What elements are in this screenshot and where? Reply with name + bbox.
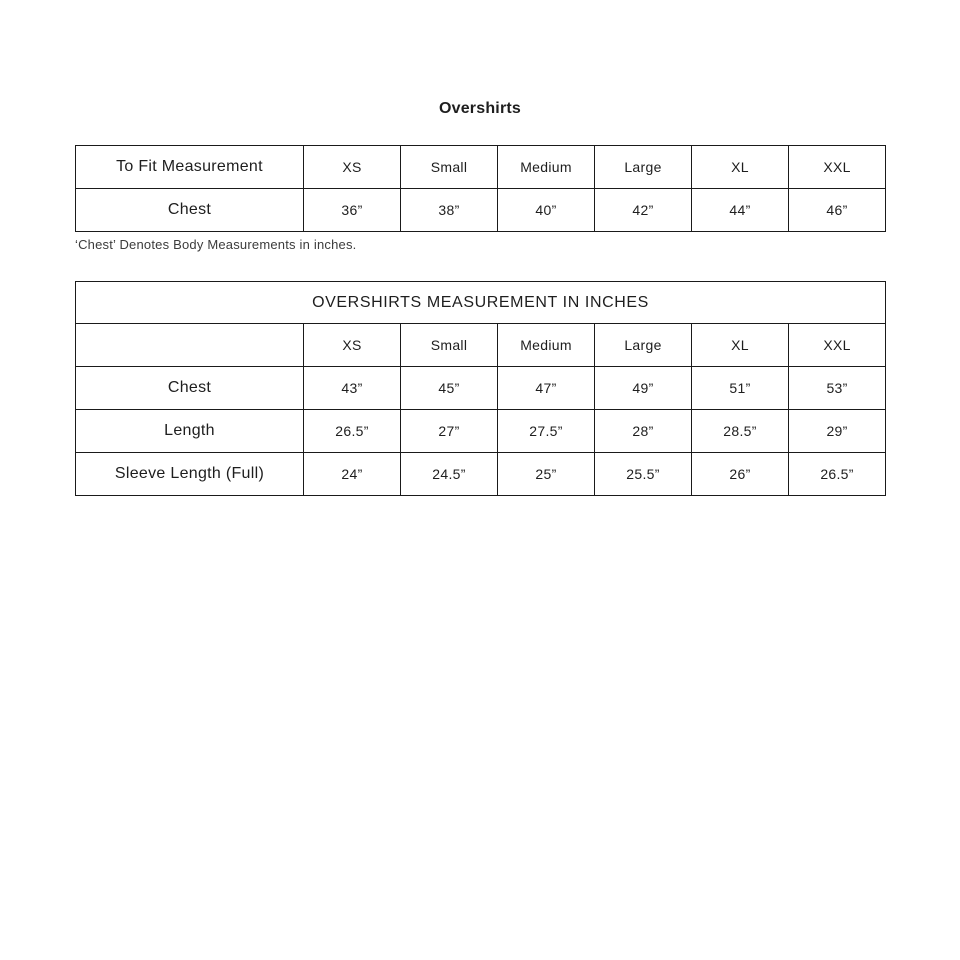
measurement-cell: 28”	[595, 410, 692, 453]
measurement-cell: 27.5”	[498, 410, 595, 453]
measurement-cell: 24.5”	[401, 453, 498, 496]
size-column-header-medium: Medium	[498, 324, 595, 367]
size-column-header-xxl: XXL	[789, 324, 886, 367]
measurement-cell: 26.5”	[789, 453, 886, 496]
measurement-cell: 28.5”	[692, 410, 789, 453]
to-fit-header-label: To Fit Measurement	[76, 146, 304, 189]
garment-header-row	[76, 324, 886, 367]
measurement-cell: 45”	[401, 367, 498, 410]
measurement-cell: 51”	[692, 367, 789, 410]
size-column-header-small: Small	[401, 146, 498, 189]
empty-header-cell	[76, 324, 304, 367]
row-label: Sleeve Length (Full)	[76, 453, 304, 496]
row-label: Length	[76, 410, 304, 453]
page-title: Overshirts	[438, 100, 522, 117]
measurement-cell: 29”	[789, 410, 886, 453]
row-label: Chest	[76, 189, 304, 232]
measurement-cell: 26”	[692, 453, 789, 496]
garment-measurement-table	[75, 281, 886, 496]
measurement-cell: 49”	[595, 367, 692, 410]
measurement-cell: 38”	[401, 189, 498, 232]
measurement-cell: 25.5”	[595, 453, 692, 496]
measurement-cell: 40”	[498, 189, 595, 232]
row-label: Chest	[76, 367, 304, 410]
footnote: ‘Chest’ Denotes Body Measurements in inches.	[75, 237, 357, 252]
to-fit-chest-row	[76, 189, 886, 232]
garment-table-title-row	[76, 282, 886, 324]
size-column-header-medium: Medium	[498, 146, 595, 189]
size-column-header-large: Large	[595, 146, 692, 189]
size-column-header-xxl: XXL	[789, 146, 886, 189]
measurement-cell: 36”	[304, 189, 401, 232]
size-column-header-xl: XL	[692, 324, 789, 367]
size-column-header-xs: XS	[304, 324, 401, 367]
measurement-cell: 53”	[789, 367, 886, 410]
size-column-header-xl: XL	[692, 146, 789, 189]
measurement-cell: 27”	[401, 410, 498, 453]
garment-length-row	[76, 410, 886, 453]
to-fit-table	[75, 145, 886, 232]
measurement-cell: 42”	[595, 189, 692, 232]
size-column-header-xs: XS	[304, 146, 401, 189]
measurement-cell: 47”	[498, 367, 595, 410]
measurement-cell: 46”	[789, 189, 886, 232]
measurement-cell: 25”	[498, 453, 595, 496]
measurement-cell: 43”	[304, 367, 401, 410]
to-fit-header-row	[76, 146, 886, 189]
garment-chest-row	[76, 367, 886, 410]
size-column-header-large: Large	[595, 324, 692, 367]
garment-sleeve-row	[76, 453, 886, 496]
measurement-cell: 26.5”	[304, 410, 401, 453]
garment-table-title: OVERSHIRTS MEASUREMENT IN INCHES	[76, 282, 886, 324]
measurement-cell: 44”	[692, 189, 789, 232]
size-column-header-small: Small	[401, 324, 498, 367]
measurement-cell: 24”	[304, 453, 401, 496]
